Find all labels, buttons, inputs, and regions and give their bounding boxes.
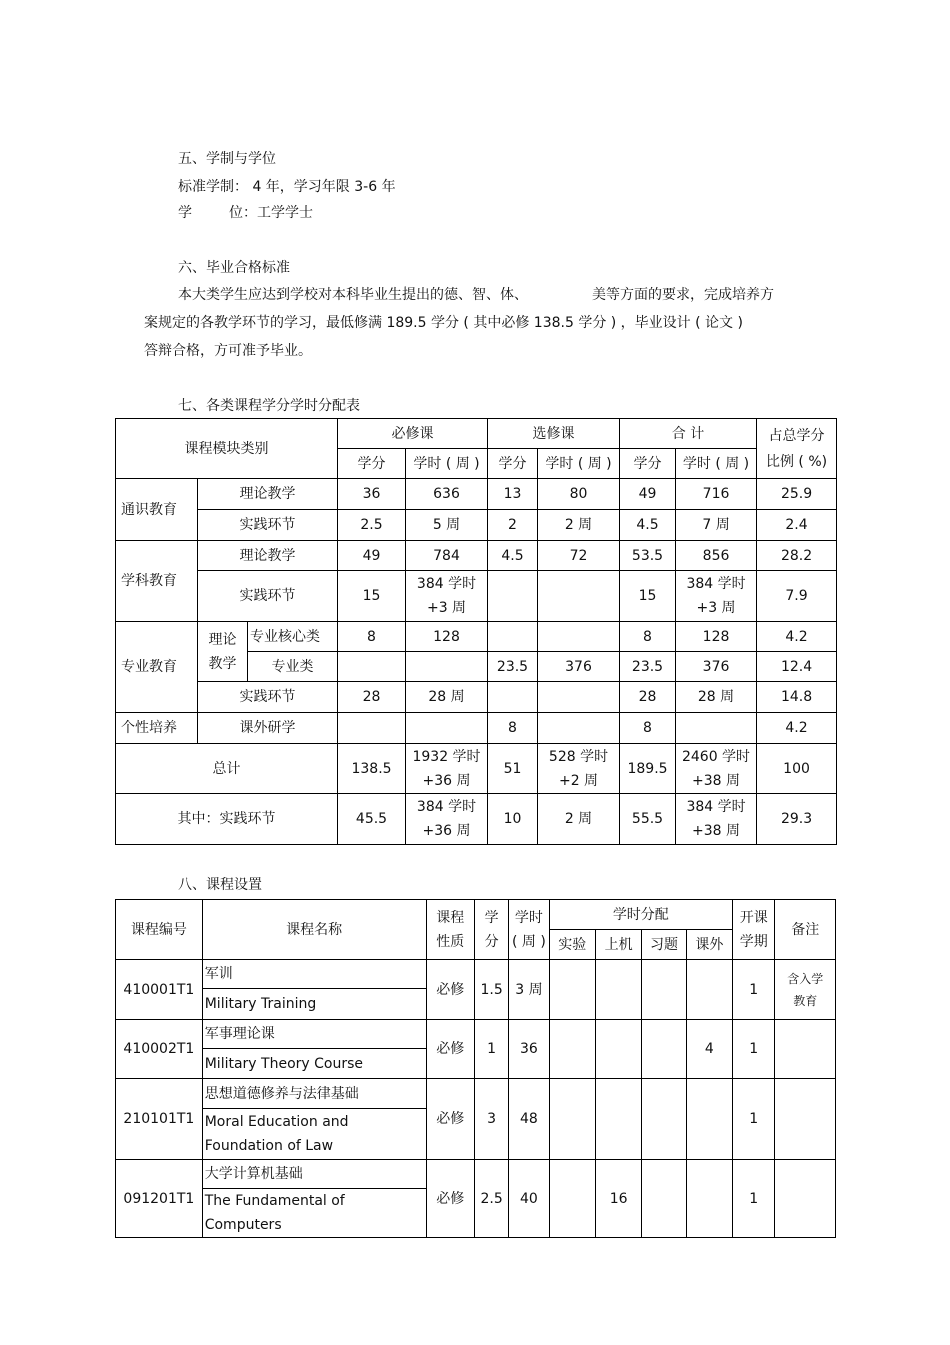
table-cell: 100 [757,744,837,794]
table-cell [406,744,488,794]
header-required-hours: 学时 ( 周 ) [406,449,488,479]
table-cell: 4.2 [757,622,837,652]
header-elective: 选修课 [488,419,620,449]
table-cell: 128 [406,622,488,652]
cell-line: ( 周 ) [512,933,546,950]
course-lab [549,1079,595,1160]
cell-line: 1932 学时 [412,748,481,765]
graduation-text-line-1a: 本大类学生应达到学校对本科毕业生提出的德、智、体、 [178,287,528,303]
cell-line: 384 学时 [686,799,746,815]
table-cell: 8 [620,622,676,652]
table-cell: 376 [538,652,620,682]
total-label: 总计 [116,744,338,794]
cell-line: 开课 [739,909,768,926]
header-extra: 课外 [686,930,732,960]
cell-line: 教育 [793,993,818,1008]
cell-line: 学 [484,909,499,926]
category-general: 通识教育 [116,479,198,541]
header-distribution: 学时分配 [549,900,732,930]
row-label: 实践环节 [198,510,338,541]
cell-line: +3 周 [696,600,736,616]
course-computer [595,960,641,1020]
category-personal: 个性培养 [116,713,198,744]
course-note [775,1160,836,1238]
cell-line: 含入学 [787,971,824,986]
table-cell [338,652,406,682]
category-major: 专业教育 [116,622,198,713]
header-total-hours: 学时 ( 周 ) [676,449,757,479]
table-cell: 28 [620,682,676,713]
cell-line: 384 学时 [416,576,477,592]
course-note [775,1079,836,1160]
course-name-cn: 军训 [202,960,426,989]
graduation-text-line-2: 案规定的各教学环节的学习，最低修满 189.5 学分 ( 其中必修 138.5 学分 ) ，毕业设计 ( 论文 ) [144,315,743,331]
cell-line: +3 周 [426,600,467,616]
cell-line: +38 周 [692,772,741,789]
cell-line: 学时 [514,909,543,926]
course-term: 1 [733,1160,775,1238]
header-category: 课程模块类别 [116,419,338,479]
table-cell: 138.5 [338,744,406,794]
major-theory-label: 理论教学 [198,622,248,682]
table-cell: 15 [620,571,676,622]
table-cell [488,571,538,622]
course-computer [595,1079,641,1160]
table-cell: 23.5 [620,652,676,682]
course-exercise [642,1020,686,1079]
section-7-title: 七、各类课程学分学时分配表 [178,398,360,414]
header-credit [474,900,508,960]
table-cell: 72 [538,541,620,571]
course-name-en: Military Training [202,989,426,1020]
table-cell: 15 [338,571,406,622]
table-cell: 28 周 [406,682,488,713]
header-total-credit: 学分 [620,449,676,479]
course-code: 410002T1 [116,1020,203,1079]
row-label: 理论教学 [198,479,338,510]
cell-line: Moral Education and [204,1114,349,1130]
table-cell: 12.4 [757,652,837,682]
table-cell: 376 [676,652,757,682]
table-cell: 29.3 [757,794,837,845]
table-cell [538,744,620,794]
table-cell: 8 [338,622,406,652]
credit-distribution-table [115,418,837,845]
table-cell: 856 [676,541,757,571]
table-cell [676,794,757,845]
course-exercise [642,960,686,1020]
course-lab [549,1160,595,1238]
table-cell: 2 周 [538,510,620,541]
cell-line: +36 周 [422,772,471,789]
row-label: 专业类 [248,652,338,682]
table-cell: 14.8 [757,682,837,713]
course-nature: 必修 [426,1020,474,1079]
header-elective-credit: 学分 [488,449,538,479]
table-cell: 8 [620,713,676,744]
table-cell [538,682,620,713]
row-label: 实践环节 [198,682,338,713]
course-code: 210101T1 [116,1079,203,1160]
table-cell [676,744,757,794]
header-hours [509,900,549,960]
header-nature [426,900,474,960]
header-name: 课程名称 [202,900,426,960]
header-total: 合 计 [620,419,757,449]
course-credit: 3 [474,1079,508,1160]
course-nature: 必修 [426,960,474,1020]
header-required: 必修课 [338,419,488,449]
table-cell: 13 [488,479,538,510]
cell-line: 分 [484,933,499,950]
table-cell: 49 [620,479,676,510]
course-code: 091201T1 [116,1160,203,1238]
table-cell: 45.5 [338,794,406,845]
cell-line: 528 学时 [548,748,609,765]
course-hours: 48 [509,1079,549,1160]
course-term: 1 [733,960,775,1020]
table-cell: 2.4 [757,510,837,541]
course-term: 1 [733,1020,775,1079]
section-6-title: 六、毕业合格标准 [178,260,290,276]
table-cell: 55.5 [620,794,676,845]
course-hours: 40 [509,1160,549,1238]
table-cell: 7.9 [757,571,837,622]
table-cell: 8 [488,713,538,744]
table-cell: 636 [406,479,488,510]
course-name-en: The Fundamental of Computers [202,1189,426,1238]
course-term: 1 [733,1079,775,1160]
table-cell: 2.5 [338,510,406,541]
degree-value: 位：工学学士 [229,205,313,221]
table-cell: 25.9 [757,479,837,510]
course-nature: 必修 [426,1160,474,1238]
cell-line: 384 学时 [686,576,746,592]
table-cell: 7 周 [676,510,757,541]
table-cell: 28 周 [676,682,757,713]
section-8-title: 八、课程设置 [178,877,262,893]
graduation-text-line-3: 答辩合格，方可准予毕业。 [144,343,312,359]
course-exercise [642,1079,686,1160]
table-cell [676,571,757,622]
table-cell [338,713,406,744]
course-name-en: Military Theory Course [202,1049,426,1079]
table-cell: 716 [676,479,757,510]
practice-total-label: 其中：实践环节 [116,794,338,845]
course-name-cn: 军事理论课 [202,1020,426,1049]
cell-line: 课程 [436,909,465,926]
course-extra [686,1160,732,1238]
cell-line: 性质 [436,933,465,950]
header-code: 课程编号 [116,900,203,960]
course-lab [549,1020,595,1079]
table-cell: 53.5 [620,541,676,571]
table-cell: 51 [488,744,538,794]
table-cell [488,622,538,652]
course-name-en [202,1109,426,1160]
course-credit: 2.5 [474,1160,508,1238]
table-cell: 4.5 [488,541,538,571]
course-extra [686,960,732,1020]
header-term [733,900,775,960]
course-nature: 必修 [426,1079,474,1160]
table-cell: 49 [338,541,406,571]
header-elective-hours: 学时 ( 周 ) [538,449,620,479]
course-note [775,960,836,1020]
table-cell [538,713,620,744]
row-label: 课外研学 [198,713,338,744]
table-cell: 23.5 [488,652,538,682]
table-cell: 28.2 [757,541,837,571]
table-cell: 28 [338,682,406,713]
table-cell: 784 [406,541,488,571]
table-cell: 10 [488,794,538,845]
cell-line: 学期 [739,933,768,950]
section-5-title: 五、学制与学位 [178,151,276,167]
cell-line: 384 学时 [416,799,477,815]
row-label: 理论教学 [198,541,338,571]
table-cell: 4.5 [620,510,676,541]
row-label: 实践环节 [198,571,338,622]
table-cell: 36 [338,479,406,510]
header-ratio: 占总学分比例 ( %) [757,419,837,479]
table-cell [538,622,620,652]
study-duration: 标准学制： 4 年，学习年限 3-6 年 [178,179,396,195]
course-extra: 4 [686,1020,732,1079]
course-extra [686,1079,732,1160]
table-cell [538,571,620,622]
cell-line: +2 周 [558,772,599,789]
course-hours: 36 [509,1020,549,1079]
course-code: 410001T1 [116,960,203,1020]
degree-label: 学 [178,205,192,221]
header-lab: 实验 [549,930,595,960]
cell-line: 2460 学时 [681,748,751,765]
table-cell [676,713,757,744]
course-computer [595,1020,641,1079]
table-cell [488,682,538,713]
cell-line: +36 周 [422,823,471,839]
table-cell: 80 [538,479,620,510]
course-table [115,899,836,1238]
course-name-cn: 大学计算机基础 [202,1160,426,1189]
table-cell [406,652,488,682]
course-credit: 1 [474,1020,508,1079]
table-cell: 4.2 [757,713,837,744]
table-cell: 189.5 [620,744,676,794]
cell-line: Foundation of Law [204,1138,334,1154]
graduation-text-line-1b: 美等方面的要求，完成培养方 [592,287,774,303]
table-cell: 5 周 [406,510,488,541]
table-cell: 2 [488,510,538,541]
table-cell: 2 周 [538,794,620,845]
header-note: 备注 [775,900,836,960]
course-note [775,1020,836,1079]
course-name-cn: 思想道德修养与法律基础 [202,1079,426,1109]
table-cell: 128 [676,622,757,652]
table-cell [406,713,488,744]
header-computer: 上机 [595,930,641,960]
course-exercise [642,1160,686,1238]
header-required-credit: 学分 [338,449,406,479]
header-exercise: 习题 [642,930,686,960]
row-label: 专业核心类 [248,622,338,652]
table-cell [406,794,488,845]
table-cell [406,571,488,622]
cell-line: +38 周 [692,823,741,839]
course-hours: 3 周 [509,960,549,1020]
category-discipline: 学科教育 [116,541,198,622]
course-computer: 16 [595,1160,641,1238]
course-lab [549,960,595,1020]
course-credit: 1.5 [474,960,508,1020]
